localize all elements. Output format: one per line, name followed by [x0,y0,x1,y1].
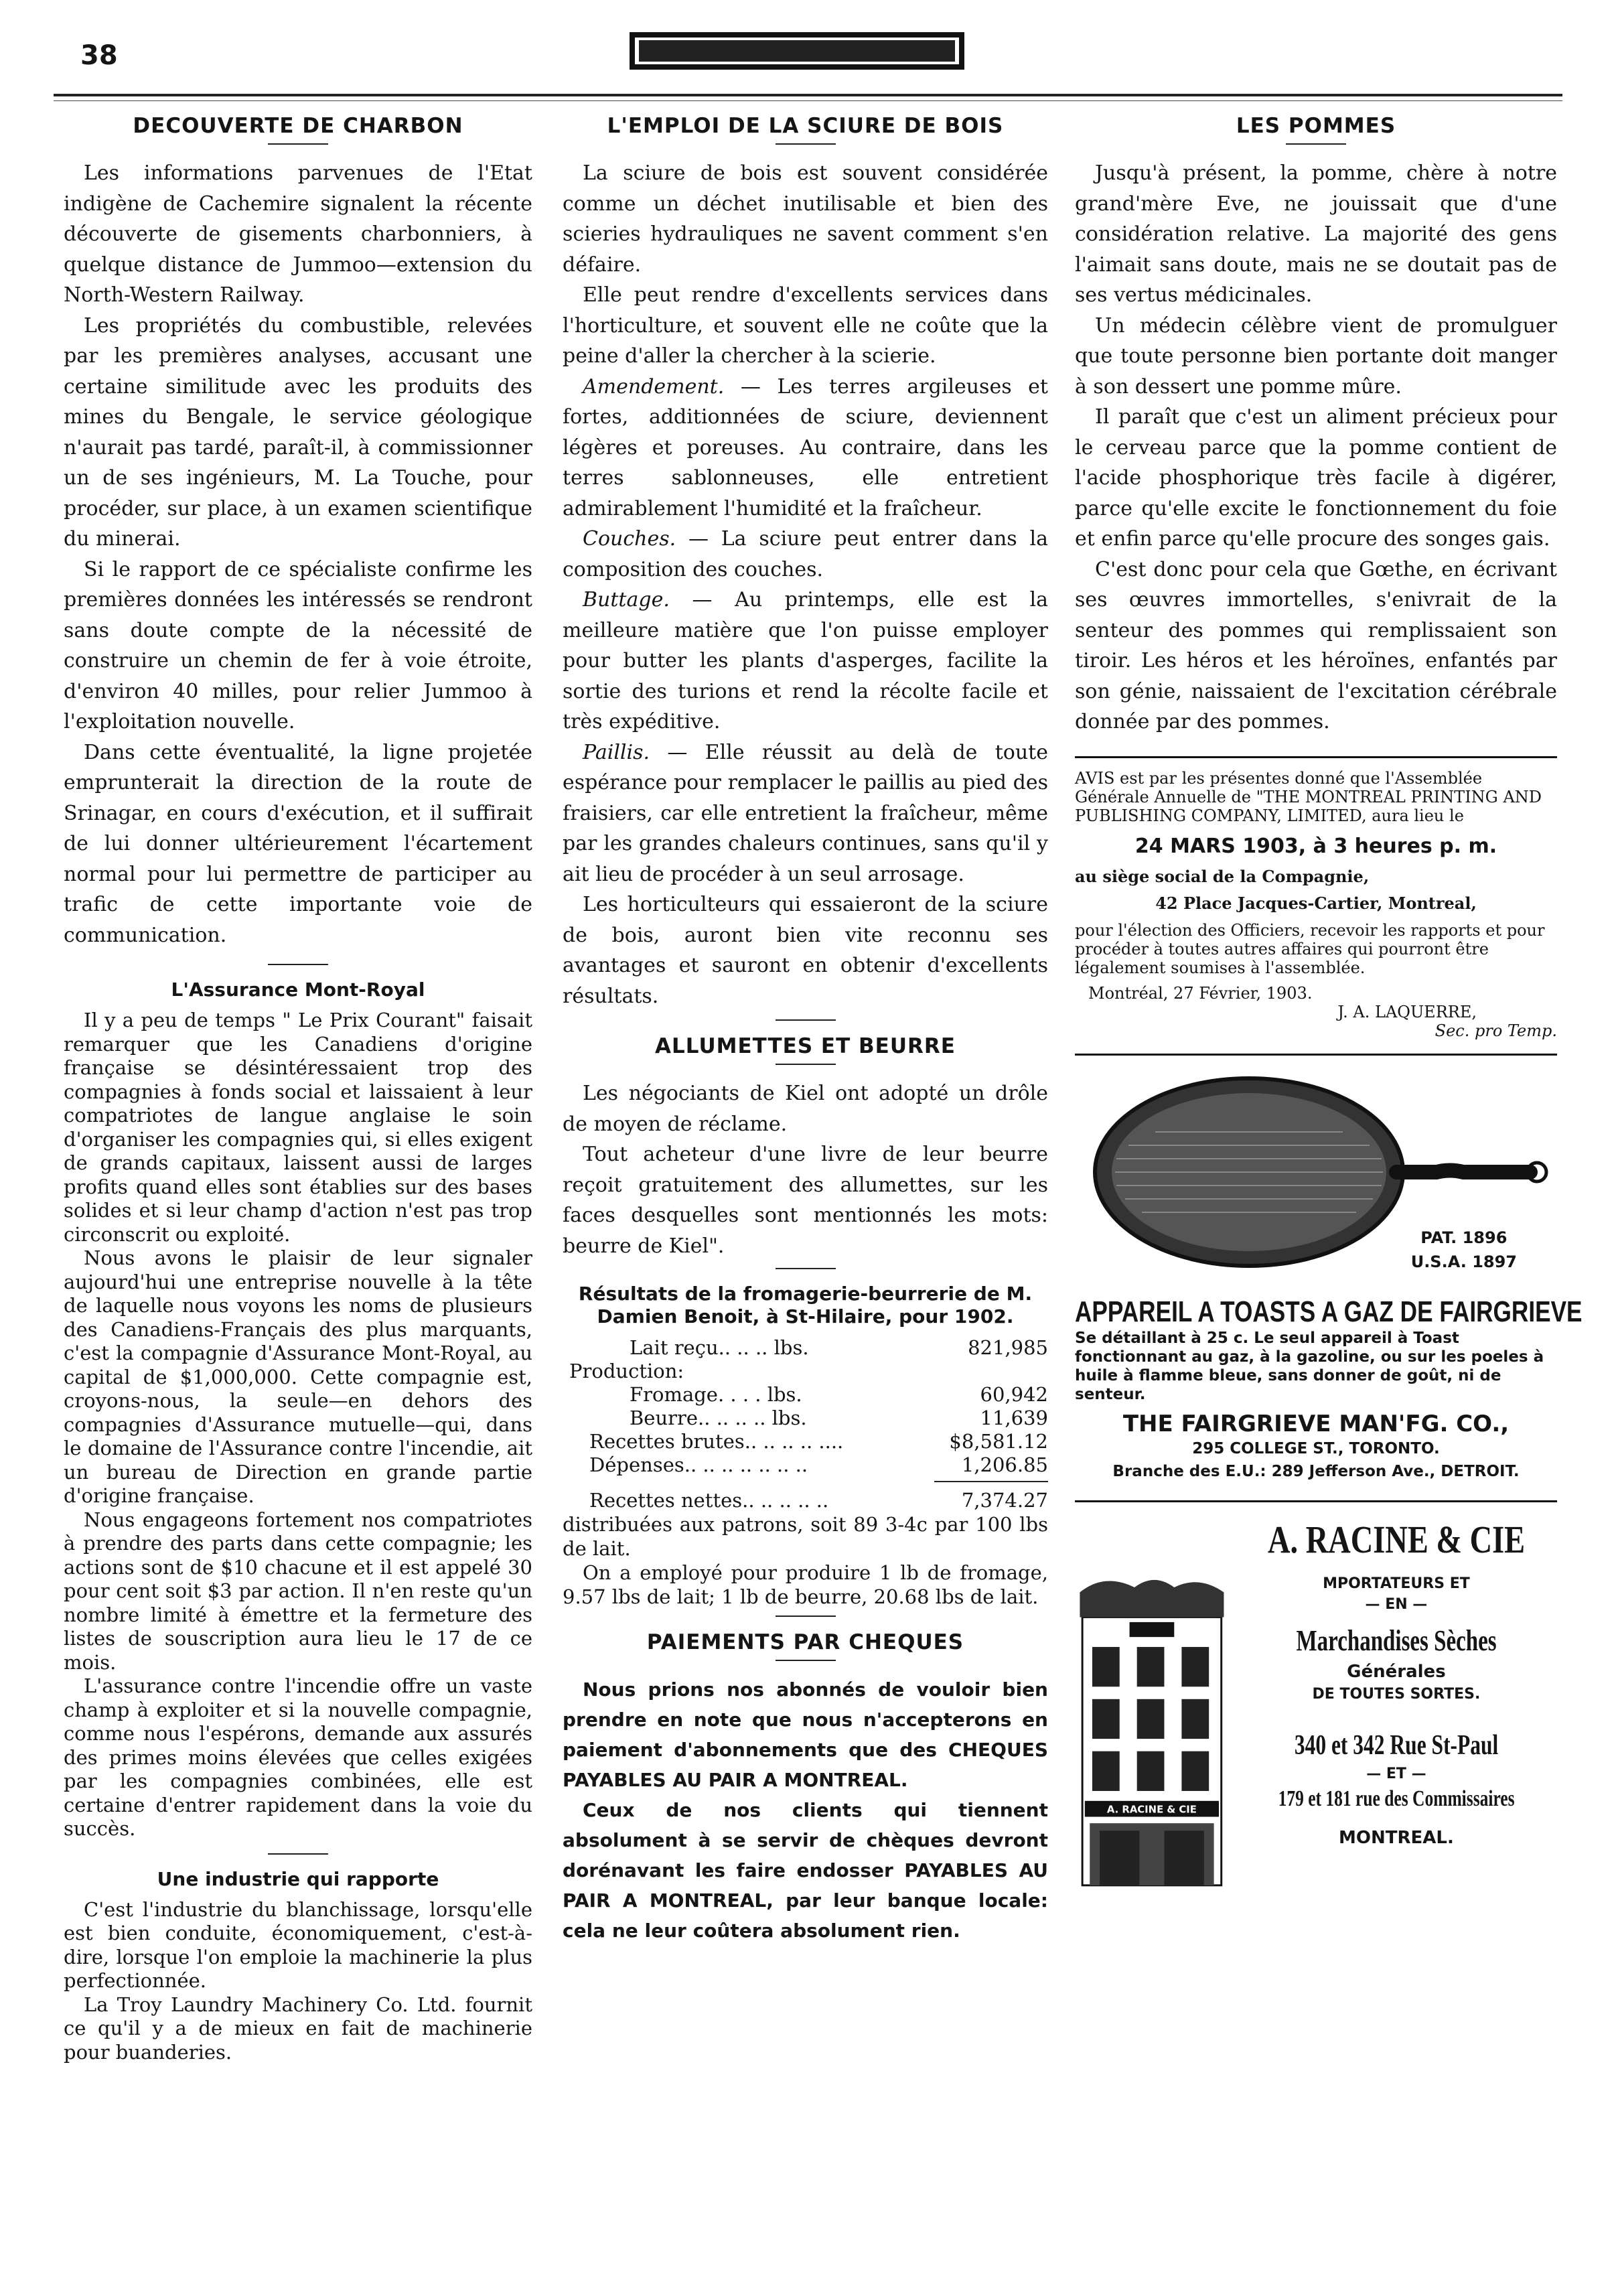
table-label: Recettes brutes.. .. .. .. .... [589,1430,844,1453]
article-sciure [563,114,1048,1011]
table-row [563,1383,1048,1407]
paragraph: Les négociants de Kiel ont adopté un drôle de moyen de réclame. [563,1082,1048,1136]
column-3 [1075,114,1583,1946]
patent-1896: PAT. 1896 [1420,1228,1508,1247]
table-row [563,1407,1048,1430]
fairgrieve-title: APPAREIL A TOASTS A GAZ DE FAIRGRIEVE [1075,1295,1583,1328]
patent-1897: U.S.A. 1897 [1410,1252,1517,1271]
paragraph: La Troy Laundry Machinery Co. Ltd. fournit ce qu'il y a de mieux en fait de machinerie pour buanderies. [64,1993,532,2064]
table-label: Beurre.. .. .. .. lbs. [630,1407,807,1429]
paragraph: Les informations parvenues de l'Etat indigène de Cachemire signalent la récente découverte de gisements charbonniers, à quelque distance de Jummoo—extension du North-Western Railway. [64,161,532,307]
table-row [563,1489,1048,1512]
racine-line: Générales [1347,1661,1446,1682]
paragraph-body: — Au printemps, elle est la meilleure matière que l'on puisse employer pour butter les plants d'asperges, facilite la sortie des turions et rend la récolte facile et très expéditive. [563,588,1048,733]
title-separator [268,143,328,145]
paragraph [563,524,1048,585]
paragraph: On a employé pour produire 1 lb de fromage, 9.57 lbs de lait; 1 lb de beurre, 20.68 lbs de lait. [563,1561,1048,1608]
article-fromagerie [563,1283,1048,1609]
avis-date: 24 MARS 1903, à 3 heures p. m. [1134,834,1497,858]
paragraph: Elle peut rendre d'excellents services dans l'horticulture, et souvent elle ne coûte que la peine d'aller la chercher à la scierie. [563,283,1048,368]
article-title: LES POMMES [1236,114,1396,138]
article-separator [268,964,328,965]
avis-location: au siège social de la Compagnie, [1075,866,1370,886]
avis-dateline: Montréal, 27 Février, 1903. [1088,983,1313,1003]
paragraph-body: — Elle réussit au delà de toute espérance pour remplacer le paillis au pied des fraisiers, car elle entretient la fraîcheur, même par les grandes chaleurs continues, sans qu'il y ait lieu de procéder à un seul arrosage. [563,740,1048,886]
table-label: Dépenses.. .. .. .. .. .. .. [589,1453,808,1476]
paragraph: Nous engageons fortement nos compatriotes à prendre des parts dans cette compagnie; les actions sont de $10 chacune et il est appelé 30 pour cent soit $3 par action. Il n'en reste qu'un nombre limité à émettre et la fermeture des listes de souscription aura lieu le 17 de ce mois. [64,1508,532,1674]
racine-line: MPORTATEURS ET [1323,1575,1470,1592]
paragraph-body: — Les terres argileuses et fortes, additionnées de sciure, deviennent légères et poreuses. Au contraire, dans les terres sablonneuses, elle entretient admirablement l'humidité et la fraîcheur. [563,374,1048,520]
paragraph [563,585,1048,737]
article-separator [776,1616,836,1617]
header-rule-thin [54,100,1562,101]
column-1 [64,114,532,2064]
racine-name: A. RACINE & CIE [1267,1517,1525,1561]
table-value: $8,581.12 [949,1430,1048,1453]
paragraph: C'est donc pour cela que Gœthe, en écrivant ses œuvres immortelles, s'enivrait de la senteur des pommes qui remplissaient son tiroir. Les héros et les héroïnes, enfantés par son génie, naissaient de l'excitation cérébrale donnée par des pommes. [1075,557,1557,733]
table-row [563,1430,1048,1453]
table-label: Lait reçu.. .. .. lbs. [630,1336,809,1359]
fairgrieve-address-2: Branche des E.U.: 289 Jefferson Ave., DETROIT. [1112,1462,1520,1480]
avis-role: Sec. pro Temp. [1435,1021,1557,1040]
paragraph-lead: Paillis. [583,740,650,764]
article-industrie [64,1868,532,2065]
article-title: Une industrie qui rapporte [157,1867,439,1890]
paragraph: Ceux de nos clients qui tiennent absolument à se servir de chèques devront dorénavant les faire endosser PAYABLES AU PAIR A MONTREAL, par leur banque locale: cela ne leur coûtera absolument rien. [563,1799,1048,1942]
fairgrieve-address-1: 295 COLLEGE ST., TORONTO. [1192,1439,1440,1457]
table-value: 60,942 [980,1383,1048,1406]
article-title: DECOUVERTE DE CHARBON [133,114,463,138]
table-row [563,1453,1048,1477]
article-title: Résultats de la fromagerie-beurrerie de M. Damien Benoit, à St-Hilaire, pour 1902. [578,1283,1033,1328]
store-sign: A. RACINE & CIE [1106,1804,1197,1816]
article-separator [268,1853,328,1855]
table-value: 821,985 [968,1336,1048,1359]
paragraph: distribuées aux patrons, soit 89 3-4c par 100 lbs de lait. [563,1513,1048,1560]
table-value: 1,206.85 [961,1453,1048,1476]
results-table [563,1336,1048,1512]
page-number: 38 [80,40,118,71]
column-2 [563,114,1048,1946]
paragraph: L'assurance contre l'incendie offre un vaste champ à exploiter et si la nouvelle compagnie, comme nous l'espérons, demande aux assurés des primes moins élevées que celles exigées par les compagnies combinées, elle est certaine d'entrer rapidement dans la voie du succès. [64,1674,532,1840]
table-label: Recettes nettes.. .. .. .. .. [589,1489,829,1512]
article-separator [776,1268,836,1269]
title-separator [776,143,836,145]
paragraph [563,372,1048,524]
title-separator [1286,143,1346,145]
paragraph: Dans cette éventualité, la ligne projetée emprunterait la direction de la route de Srinagar, en cours d'exécution, et il suffirait de lui donner ultérieurement l'écartement normal pour lui permettre de participer au trafic de cette importante voie de communication. [64,740,532,947]
article-title: L'EMPLOI DE LA SCIURE DE BOIS [607,114,1004,138]
racine-text [1229,1517,1557,1946]
fairgrieve-ad [1075,1072,1583,1483]
paragraph: C'est l'industrie du blanchissage, lorsqu'elle est bien conduite, économiquement, c'est-à-dire, lorsque l'on emploie la machinerie la plus perfectionnée. [64,1897,532,1992]
paragraph-body: — La sciure peut entrer dans la composition des couches. [563,527,1048,581]
paragraph [563,737,1048,890]
table-row [563,1360,1048,1383]
article-separator [776,1019,836,1021]
fairgrieve-description: Se détaillant à 25 c. Le seul appareil à Toast fonctionnant au gaz, à la gazoline, ou sur les poeles à huile à flamme bleue, sans donner de goût, ni de senteur. [1075,1329,1544,1403]
racine-line: DE TOUTES SORTES. [1312,1685,1481,1703]
table-value: 11,639 [980,1407,1048,1429]
title-separator [776,1064,836,1065]
masthead-logo [630,27,964,74]
paragraph: La sciure de bois est souvent considérée comme un déchet inutilisable et bien des scieries hydrauliques ne savent comment s'en défaire. [563,161,1048,277]
article-title: PAIEMENTS PAR CHEQUES [646,1630,964,1654]
header-rule [54,94,1562,96]
table-label: Fromage. . . . lbs. [630,1383,802,1406]
paragraph: Les propriétés du combustible, relevées par les premières analyses, accusant une certaine similitude avec les produits des mines du Bengale, le service géologique n'aurait pas tardé, paraît-il, à commissionner un de ses ingénieurs, M. La Touche, pour procéder, sur place, à un examen scientifique du minerai. [64,313,532,551]
paragraph: Il paraît que c'est un aliment précieux pour le cerveau parce que la pomme contient de l'acide phosphorique très facile à digérer, parce qu'elle excite le fonctionnement du foie et enfin parce qu'elle procure des songes gais. [1075,405,1557,551]
article-assurance [64,979,532,1841]
table-value [914,1360,1048,1383]
title-separator [776,1660,836,1661]
paragraph-lead: Amendement. [583,374,725,399]
patent-info [1411,1226,1517,1274]
article-charbon [64,114,532,950]
fairgrieve-company: THE FAIRGRIEVE MAN'FG. CO., [1122,1410,1510,1437]
racine-address-2: 179 et 181 rue des Commissaires [1278,1786,1515,1811]
article-pommes [1075,114,1557,737]
avis-signature: J. A. LAQUERRE, [1337,1002,1477,1021]
article-title: L'Assurance Mont-Royal [171,979,425,1001]
avis-notice [1075,756,1557,1056]
table-row [563,1336,1048,1360]
racine-line: — EN — [1365,1595,1428,1613]
paragraph: Si le rapport de ce spécialiste confirme les premières données les intéressés se rendront sans doute compte de la nécessité de construire un chemin de fer à voie étroite, d'environ 40 milles, pour relier Jummoo à l'exploitation nouvelle. [64,557,532,733]
racine-line: — ET — [1366,1765,1426,1782]
store-building-illustration [1075,1517,1229,1946]
paragraph: Un médecin célèbre vient de promulguer que toute personne bien portante doit manger à son dessert une pomme mûre. [1075,313,1557,399]
avis-address: 42 Place Jacques-Cartier, Montreal, [1155,893,1477,913]
avis-intro: AVIS est par les présentes donné que l'Assemblée Générale Annuelle de "THE MONTREAL PRINTING AND PUBLISHING COMPANY, LIMITED, aura lieu le [1075,768,1542,825]
table-value: 7,374.27 [961,1489,1048,1512]
paragraph: Les horticulteurs qui essaieront de la sciure de bois, auront bien vite reconnu ses avantages et sauront en obtenir d'excellents résultats. [563,893,1048,1008]
racine-address-1: 340 et 342 Rue St-Paul [1294,1729,1499,1761]
article-paiements [563,1630,1048,1946]
table-sum-rule [934,1481,1048,1482]
article-title: ALLUMETTES ET BEURRE [655,1034,956,1058]
paragraph-lead: Couches. [583,527,676,551]
paragraph: Tout acheteur d'une livre de leur beurre reçoit gratuitement des allumettes, sur les faces desquelles sont mentionnés les mots: beurre de Kiel". [563,1143,1048,1258]
avis-body: pour l'élection des Officiers, recevoir les rapports et pour procéder à toutes autres affaires qui pourront être légalement soumises à l'assemblée. [1075,920,1545,977]
table-label: Production: [569,1360,684,1382]
racine-line: Marchandises Sèches [1296,1624,1497,1657]
paragraph: Jusqu'à présent, la pomme, chère à notre grand'mère Eve, ne jouissait que d'une considération relative. La majorité des gens l'aimait sans doute, mais ne se doutait pas de ses vertus médicinales. [1075,161,1557,307]
racine-city: MONTREAL. [1339,1827,1454,1848]
article-allumettes [563,1034,1048,1261]
paragraph-lead: Buttage. [583,588,670,612]
paragraph: Il y a peu de temps " Le Prix Courant" faisait remarquer que les Canadiens d'origine française se désintéressaient trop des compagnies à fonds social et laissaient à leur compatriotes de langue anglaise le soin d'organiser les compagnies qui, si elles exigent de grands capitaux, laissent aussi de larges profits quand elles sont établies sur des bases solides et si leur champ d'action n'est pas trop circonscrit ou exploité. [64,1009,532,1246]
paragraph: Nous prions nos abonnés de vouloir bien prendre en note que nous n'accepterons en paiement d'abonnements que des CHEQUES PAYABLES AU PAIR A MONTREAL. [563,1678,1048,1791]
paragraph: Nous avons le plaisir de leur signaler aujourd'hui une entreprise nouvelle à la tête de laquelle nous voyons les noms de plusieurs des Canadiens-Français des plus marquants, c'est la compagnie d'Assurance Mont-Royal, au capital de $1,000,000. Cette compagnie est, croyons-nous, la seule—en dehors des compagnies d'Assurance mutuelle—qui, dans le domaine de l'Assurance contre l'incendie, ait un bureau de Direction en grande partie d'origine française. [64,1246,532,1507]
racine-ad [1075,1500,1557,1946]
